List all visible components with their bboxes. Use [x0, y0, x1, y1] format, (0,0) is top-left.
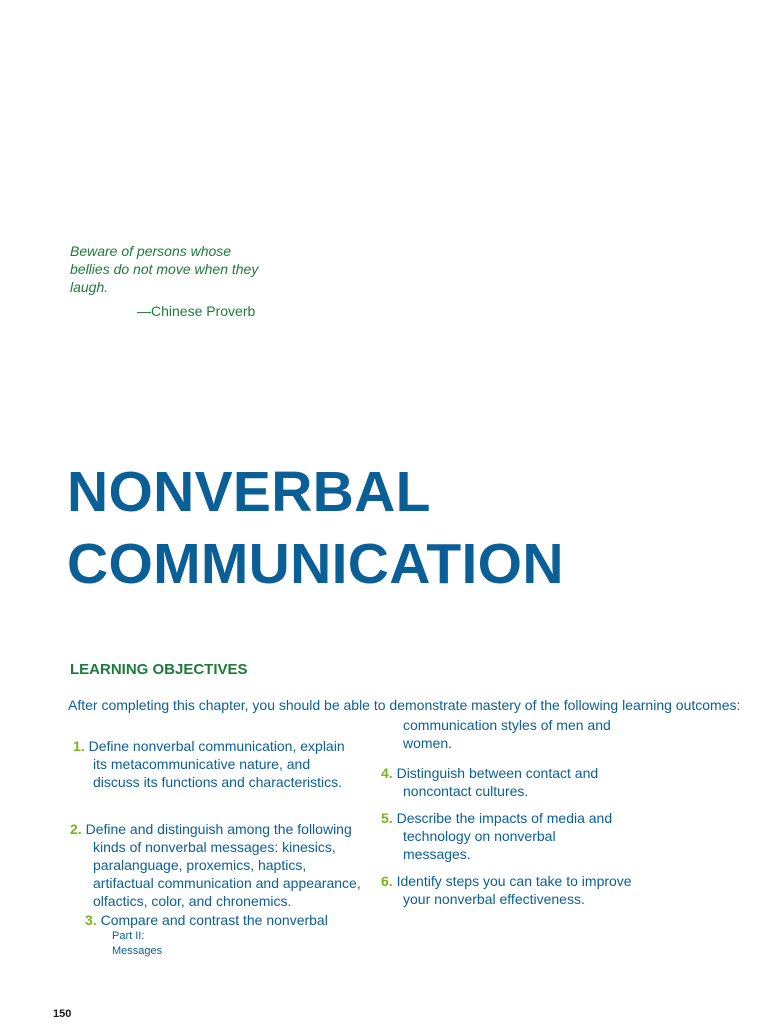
objective-line: Identify steps you can take to improve	[396, 873, 632, 889]
objective-line: messages.	[403, 846, 471, 862]
objective-line: discuss its functions and characteristics.	[93, 774, 342, 790]
epigraph-line: bellies do not move when they	[70, 261, 259, 277]
objective-line: artifactual communication and appearance,	[93, 875, 361, 891]
objective-line: women.	[403, 735, 453, 751]
chapter-title	[67, 456, 564, 600]
objective-number: 1.	[73, 738, 85, 754]
objective-6	[381, 872, 632, 908]
running-head	[112, 929, 162, 959]
objective-1	[73, 737, 345, 791]
learning-objectives-intro: After completing this chapter, you should be able to demonstrate mastery of the following learning outcomes:	[68, 697, 741, 713]
objective-line: its metacommunicative nature, and	[93, 756, 311, 772]
epigraph	[70, 242, 280, 320]
objective-3-continuation	[403, 716, 611, 752]
objective-line: Distinguish between contact and	[396, 765, 599, 781]
objective-line: paralanguage, proxemics, haptics,	[93, 857, 307, 873]
objective-line: Define and distinguish among the following	[85, 821, 352, 837]
objective-line: Define nonverbal communication, explain	[88, 738, 345, 754]
objective-line: Compare and contrast the nonverbal	[100, 912, 328, 928]
chapter-title-line: NONVERBAL	[67, 460, 431, 524]
chapter-title-line: COMMUNICATION	[67, 532, 564, 596]
running-head-section: Messages	[112, 945, 163, 957]
objective-line: your nonverbal effectiveness.	[403, 891, 585, 907]
learning-objectives-heading: LEARNING OBJECTIVES	[70, 661, 248, 678]
objective-3	[85, 911, 328, 929]
objective-line: kinds of nonverbal messages: kinesics,	[93, 839, 336, 855]
epigraph-source: —Chinese Proverb	[137, 303, 256, 319]
objective-2	[70, 820, 361, 910]
epigraph-line: laugh.	[70, 279, 109, 295]
objective-line: noncontact cultures.	[403, 783, 529, 799]
objective-line: Describe the impacts of media and	[396, 810, 613, 826]
objective-number: 3.	[85, 912, 97, 928]
objective-number: 5.	[381, 810, 393, 826]
objective-line: technology on nonverbal	[403, 828, 556, 844]
running-head-part: Part II:	[112, 930, 145, 942]
epigraph-line: Beware of persons whose	[70, 243, 232, 259]
objective-number: 6.	[381, 873, 393, 889]
objective-number: 4.	[381, 765, 393, 781]
objective-4	[381, 764, 598, 800]
page-number: 150	[53, 1008, 72, 1020]
objective-line: communication styles of men and	[403, 717, 611, 733]
epigraph-text	[70, 242, 280, 296]
objective-line: olfactics, color, and chronemics.	[93, 893, 292, 909]
objective-5	[381, 809, 612, 863]
objective-number: 2.	[70, 821, 82, 837]
